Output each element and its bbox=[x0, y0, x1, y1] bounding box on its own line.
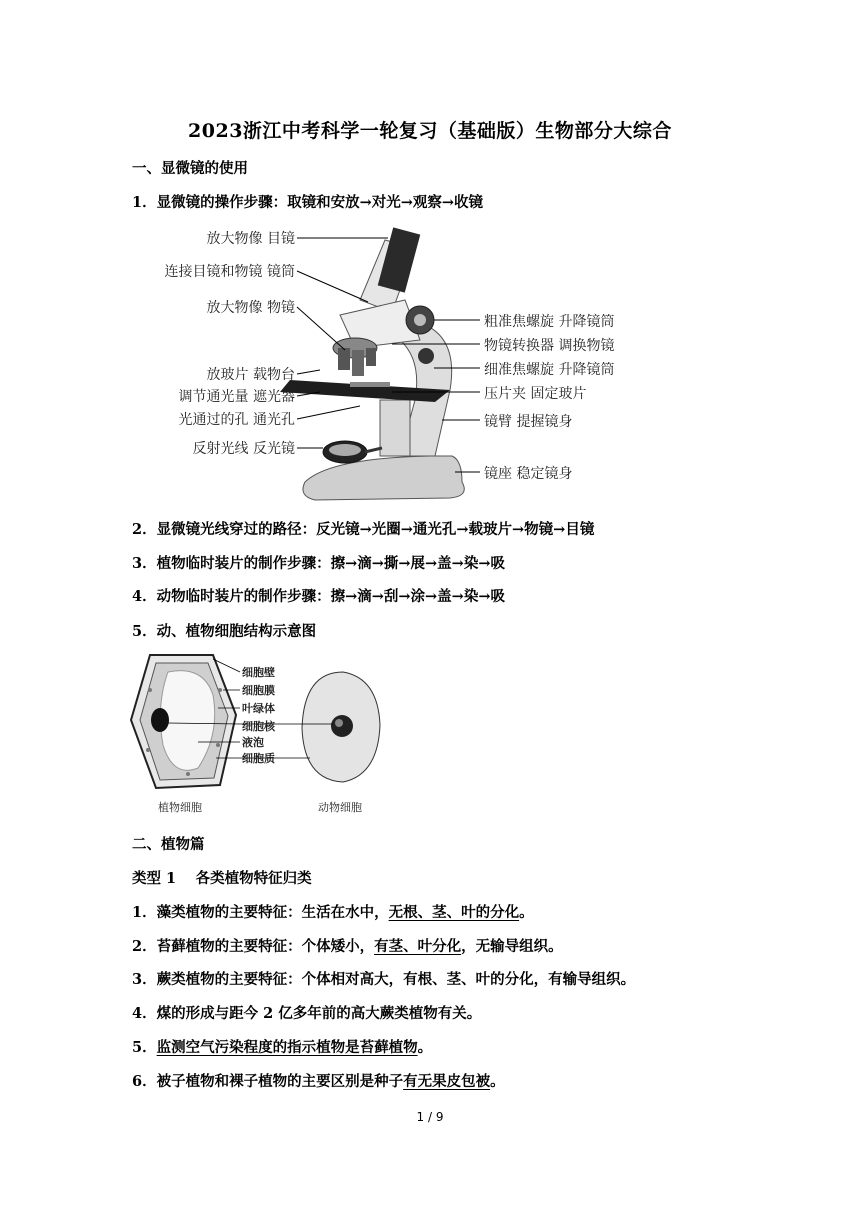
label-coarse-knob: 粗准焦螺旋 升降镜筒 bbox=[484, 314, 615, 330]
label-fine-knob: 细准焦螺旋 升降镜筒 bbox=[484, 362, 615, 378]
label-stage: 放玻片 载物台 bbox=[206, 367, 295, 383]
item-moss: 2．苔藓植物的主要特征：个体矮小，有茎、叶分化，无输导组织。 bbox=[132, 938, 563, 955]
microscope-diagram bbox=[130, 220, 650, 505]
page-number: 1 / 9 bbox=[416, 1110, 444, 1124]
section-heading-plants: 二、植物篇 bbox=[132, 836, 205, 853]
label-nosepiece: 物镜转换器 调换物镜 bbox=[484, 338, 615, 354]
label-mirror: 反射光线 反光镜 bbox=[192, 441, 295, 457]
section-heading-microscope: 一、显微镜的使用 bbox=[132, 160, 248, 177]
item-indicator-plant: 5．监测空气污染程度的指示植物是苔藓植物。 bbox=[132, 1039, 433, 1056]
label-arm: 镜臂 提握镜身 bbox=[484, 414, 573, 430]
item-coal: 4．煤的形成与距今 2 亿多年前的高大蕨类植物有关。 bbox=[132, 1005, 482, 1022]
caption-plant-cell: 植物细胞 bbox=[158, 801, 202, 814]
item-plant-slide: 3．植物临时装片的制作步骤：擦→滴→撕→展→盖→染→吸 bbox=[132, 555, 505, 572]
label-objective: 放大物像 物镜 bbox=[206, 300, 295, 316]
item-light-path: 2．显微镜光线穿过的路径：反光镜→光圈→通光孔→载玻片→物镜→目镜 bbox=[132, 521, 595, 538]
label-base: 镜座 稳定镜身 bbox=[484, 466, 573, 482]
label-aperture: 光通过的孔 通光孔 bbox=[178, 412, 295, 428]
item-animal-slide: 4．动物临时装片的制作步骤：擦→滴→刮→涂→盖→染→吸 bbox=[132, 588, 505, 605]
item-operation-steps: 1．显微镜的操作步骤：取镜和安放→对光→观察→收镜 bbox=[132, 194, 484, 211]
label-cell-membrane: 细胞膜 bbox=[242, 684, 275, 697]
page-title: 2023浙江中考科学一轮复习（基础版）生物部分大综合 bbox=[188, 120, 672, 142]
label-diaphragm: 调节通光量 遮光器 bbox=[178, 389, 295, 405]
subheading-type1: 类型 1 各类植物特征归类 bbox=[132, 870, 312, 887]
label-cytoplasm: 细胞质 bbox=[242, 752, 275, 765]
cell-diagram bbox=[128, 650, 398, 820]
label-cell-wall: 细胞壁 bbox=[242, 666, 275, 679]
item-algae: 1．藻类植物的主要特征：生活在水中，无根、茎、叶的分化。 bbox=[132, 904, 534, 921]
caption-animal-cell: 动物细胞 bbox=[318, 801, 362, 814]
item-cell-diagram: 5．动、植物细胞结构示意图 bbox=[132, 623, 317, 640]
label-nucleus: 细胞核 bbox=[242, 720, 275, 733]
label-stage-clip: 压片夹 固定玻片 bbox=[484, 386, 587, 402]
label-eyepiece: 放大物像 目镜 bbox=[206, 231, 295, 247]
label-vacuole: 液泡 bbox=[242, 736, 264, 749]
item-fern: 3．蕨类植物的主要特征：个体相对高大，有根、茎、叶的分化，有输导组织。 bbox=[132, 971, 636, 988]
label-tube: 连接目镜和物镜 镜筒 bbox=[164, 264, 295, 280]
label-chloroplast: 叶绿体 bbox=[242, 702, 275, 715]
item-seed-plants: 6．被子植物和裸子植物的主要区别是种子有无果皮包被。 bbox=[132, 1073, 505, 1090]
